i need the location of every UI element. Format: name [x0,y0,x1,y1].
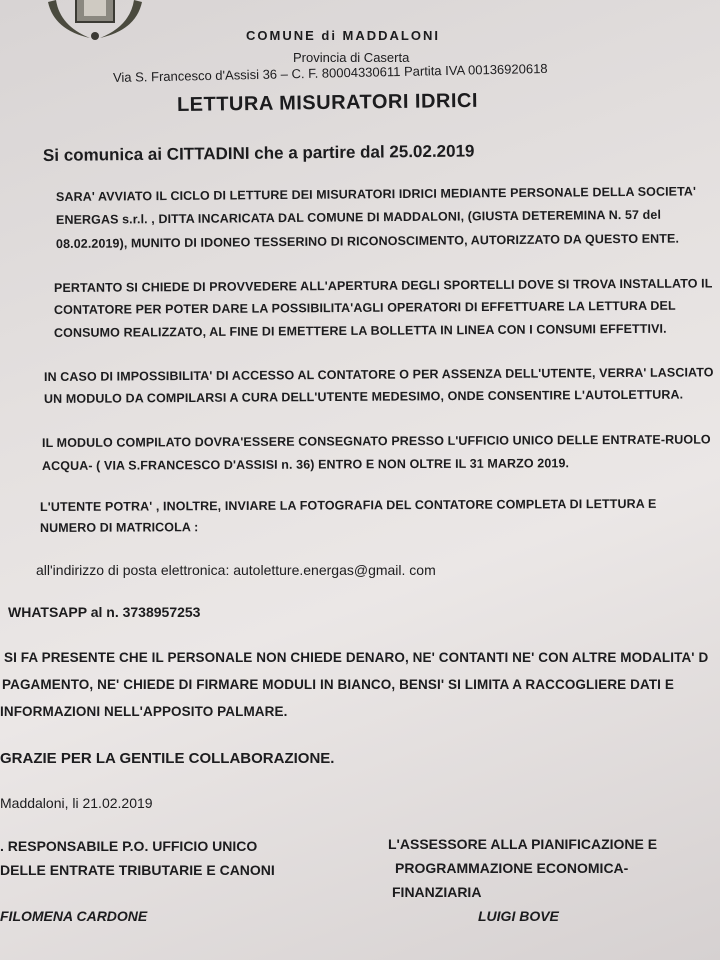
thanks-line: GRAZIE PER LA GENTILE COLLABORAZIONE. [0,750,335,767]
warning-line: PAGAMENTO, NE' CHIEDE DI FIRMARE MODULI IN BIANCO, BENSI' SI LIMITA A RACCOGLIERE DATI E [2,677,674,692]
paragraph-line: CONSUMO REALIZZATO, AL FINE DI EMETTERE LA BOLLETTA IN LINEA CON I CONSUMI EFFETTIVI. [53,321,667,340]
paragraph-line: NUMERO DI MATRICOLA : [39,520,199,535]
coat-of-arms-icon [40,0,150,44]
signature-right-role: L'ASSESSORE ALLA PIANIFICAZIONE E [388,836,658,852]
paragraph-line: SARA' AVVIATO IL CICLO DI LETTURE DEI MISURATORI IDRICI MEDIANTE PERSONALE DELLA SOCIETA' [55,184,697,204]
email-line: all'indirizzo di posta elettronica: autoletture.energas@gmail. com [36,562,436,578]
signature-right-role: FINANZIARIA [392,884,482,900]
paragraph-line: 08.02.2019), MUNITO DI IDONEO TESSERINO DI RICONOSCIMENTO, AUTORIZZATO DA QUESTO ENTE. [55,231,680,251]
paragraph-line: UN MODULO DA COMPILARSI A CURA DELL'UTENTE MEDESIMO, ONDE CONSENTIRE L'AUTOLETTURA. [43,387,684,406]
warning-line: INFORMAZIONI NELL'APPOSITO PALMARE. [0,704,288,719]
intro-line: Si comunica ai CITTADINI che a partire dal 25.02.2019 [42,141,475,165]
header-indirizzo: Via S. Francesco d'Assisi 36 – C. F. 80004330611 Partita IVA 00136920618 [112,60,548,85]
header-provincia: Provincia di Caserta [293,50,410,65]
paragraph-line: PERTANTO SI CHIEDE DI PROVVEDERE ALL'APERTURA DEGLI SPORTELLI DOVE SI TROVA INSTALLATO IL [53,276,713,295]
paragraph-line: CONTATORE PER POTER DARE LA POSSIBILITA'AGLI OPERATORI DI EFFETTUARE LA LETTURA DEL [53,298,676,317]
paragraph-line: L'UTENTE POTRA' , INOLTRE, INVIARE LA FOTOGRAFIA DEL CONTATORE COMPLETA DI LETTURA E [39,496,657,514]
signature-right-name: LUIGI BOVE [478,908,559,924]
paragraph-line: ENERGAS s.r.l. , DITTA INCARICATA DAL COMUNE DI MADDALONI, (GIUSTA DETEREMINA N. 57 del [55,207,662,227]
page-title: LETTURA MISURATORI IDRICI [176,89,479,116]
signature-left-role: . RESPONSABILE P.O. UFFICIO UNICO [0,838,258,854]
paragraph-line: IL MODULO COMPILATO DOVRA'ESSERE CONSEGNATO PRESSO L'UFFICIO UNICO DELLE ENTRATE-RUOLO [41,432,711,450]
whatsapp-line: WHATSAPP al n. 3738957253 [8,604,201,620]
paragraph-line: IN CASO DI IMPOSSIBILITA' DI ACCESSO AL CONTATORE O PER ASSENZA DELL'UTENTE, VERRA' LASCIATO [43,365,714,384]
warning-line: SI FA PRESENTE CHE IL PERSONALE NON CHIEDE DENARO, NE' CONTANTI NE' CON ALTRE MODALITA' D [4,650,709,665]
place-date: Maddaloni, li 21.02.2019 [0,795,153,811]
header-comune: COMUNE di MADDALONI [246,28,440,43]
signature-right-role: PROGRAMMAZIONE ECONOMICA- [395,860,629,876]
signature-left-name: FILOMENA CARDONE [0,908,148,924]
signature-left-role: DELLE ENTRATE TRIBUTARIE E CANONI [0,862,275,878]
paragraph-line: ACQUA- ( VIA S.FRANCESCO D'ASSISI n. 36) ENTRO E NON OLTRE IL 31 MARZO 2019. [41,456,570,473]
